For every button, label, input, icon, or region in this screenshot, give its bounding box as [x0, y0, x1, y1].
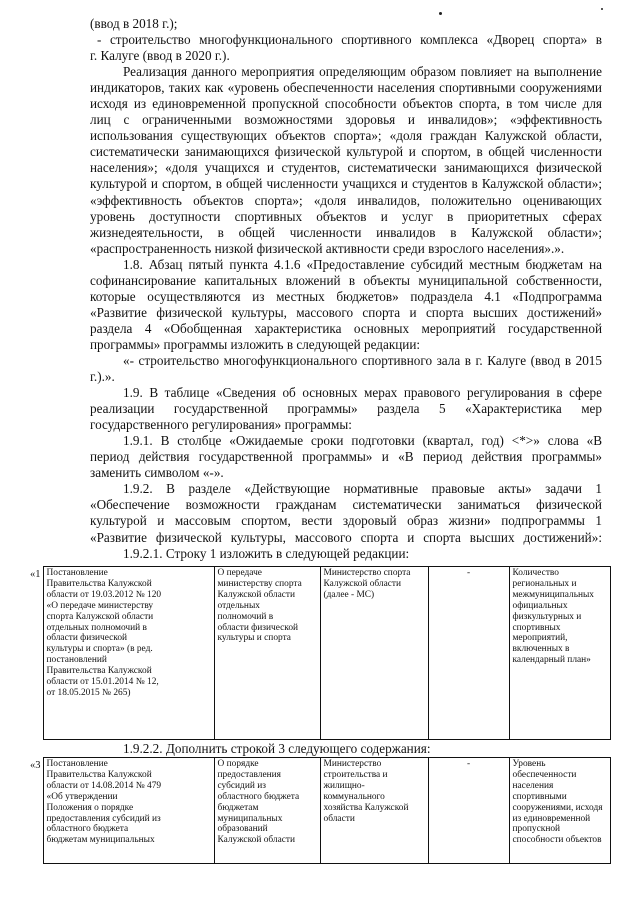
document-text	[90, 16, 602, 562]
text-line: исходя из единовременной пропускной способности объектов спорта, в том числе для	[90, 96, 602, 112]
table-row	[30, 758, 610, 864]
text-line: «распространенность низкой физической активности среди взрослого населения».».	[90, 240, 565, 256]
text-line: 1.9.2.1. Строку 1 изложить в следующей редакции:	[123, 545, 410, 561]
text-line: 1.9.2. В разделе «Действующие нормативные правовые акты» задачи 1	[123, 481, 602, 497]
text-line: «Обеспечение возможности гражданам систематически заниматься физической	[90, 497, 602, 513]
text-line: софинансирование капитальных вложений в объекты муниципальной собственности,	[90, 272, 602, 288]
text-line: 1.8. Абзац пятый пункта 4.1.6 «Предоставление субсидий местным бюджетам на	[123, 256, 602, 272]
table-cell-deadline: -	[428, 758, 509, 864]
text-line: государственного регулирования» программы:	[90, 417, 352, 433]
table-cell-executor: Министерство строительства и жилищно- коммунального хозяйства Калужской области	[320, 758, 428, 864]
text-line: период действия государственной программы» и «В период действия программы»	[90, 449, 602, 465]
table-cell-deadline: -	[428, 567, 509, 740]
text-line: систематически занимающихся физической культурой и спортом, в общей численности	[90, 144, 602, 160]
table-cell-subject: О передаче министерству спорта Калужской области отдельных полномочий в области физической культуры и спорта	[214, 567, 320, 740]
text-line: раздела 4 «Обобщенная характеристика основных мероприятий государственной	[90, 320, 602, 336]
scan-speck	[439, 12, 442, 15]
scan-speck	[601, 8, 603, 10]
table-row	[30, 567, 610, 740]
row-mark: «3	[30, 758, 43, 864]
row-mark: «1	[30, 567, 43, 740]
text-line: культурой и массовым спортом, вести здоровый образ жизни» подпрограммы 1	[90, 513, 602, 529]
text-line: 1.9.2.2. Дополнить строкой 3 следующего содержания:	[123, 741, 431, 756]
table-cell-act: Постановление Правительства Калужской области от 14.08.2014 № 479 «Об утверждении Положения о порядке предоставления субсидий из областного бюджета бюджетам муниципальных	[43, 758, 214, 864]
text-line: жизнедеятельности, в общей численности инвалидов в Калужской области»;	[90, 224, 602, 240]
text-line: г.).».	[90, 369, 115, 385]
regulation-table-row-3	[30, 757, 611, 864]
text-line: индикаторов, таких как «уровень обеспеченности населения спортивными сооружениями	[90, 80, 602, 96]
text-line: лиц с ограниченными возможностями здоровья и инвалидов»; «эффективность	[90, 112, 602, 128]
text-line: - строительство многофункционального спортивного комплекса «Дворец спорта» в	[97, 32, 602, 48]
text-line: 1.9.1. В столбце «Ожидаемые сроки подготовки (квартал, год) <*>» слова «В	[123, 433, 602, 449]
text-line: «эффективность объектов спорта»; «доля инвалидов, положительно оценивающих	[90, 192, 602, 208]
text-line: Реализация данного мероприятия определяющим образом повлияет на выполнение	[123, 64, 602, 80]
table-cell-executor: Министерство спорта Калужской области (далее - МС)	[320, 567, 428, 740]
text-line: «- строительство многофункционального спортивного зала в г. Калуге (ввод в 2015	[123, 352, 602, 368]
text-line: уровень доступности спортивных объектов и услуг в приоритетных сферах	[90, 208, 602, 224]
text-line: заменить символом «-».	[90, 465, 224, 481]
text-line: 1.9. В таблице «Сведения об основных мерах правового регулирования в сфере	[123, 385, 602, 401]
text-line: «Развитие физической культуры, массового спорта и спорта высших достижений»	[90, 304, 602, 320]
text-line: которые осуществляются из местных бюджетов» подраздела 4.1 «Подпрограмма	[90, 288, 602, 304]
text-line: использования существующих объектов спорта»; «доля граждан Калужской области,	[90, 128, 602, 144]
text-line: (ввод в 2018 г.);	[90, 16, 178, 31]
text-line: г. Калуге (ввод в 2020 г.).	[90, 48, 230, 64]
table-cell-act: Постановление Правительства Калужской области от 19.03.2012 № 120 «О передаче министерству спорта Калужской области отдельных полномочий в области физической культуры и спорта» (в ред. постановлений Правительства Калужской области от 15.01.2014 № 12, от 18.05.2015 № 265)	[43, 567, 214, 740]
table-cell-subject: О порядке предоставления субсидий из областного бюджета бюджетам муниципальных образований Калужской области	[214, 758, 320, 864]
text-line: населения»; «доля учащихся и студентов, систематически занимающихся физической	[90, 160, 602, 176]
text-line: «Развитие физической культуры, массового спорта и спорта высших достижений»:	[90, 529, 602, 545]
text-line: культурой и спортом, в общей численности учащихся и студентов в Калужской области»;	[90, 176, 602, 192]
regulation-table-row-1	[30, 566, 611, 740]
text-line: реализации государственной программы» раздела 5 «Характеристика мер	[90, 401, 602, 417]
table-cell-indicator: Количество региональных и межмуниципальных официальных физкультурных и спортивных мероприятий, включенных в календарный план»	[509, 567, 610, 740]
table-cell-indicator: Уровень обеспеченности населения спортивными сооружениями, исходя из единовременной пропускной способности объектов	[509, 758, 610, 864]
text-line: программы» программы изложить в следующей редакции:	[90, 336, 421, 352]
